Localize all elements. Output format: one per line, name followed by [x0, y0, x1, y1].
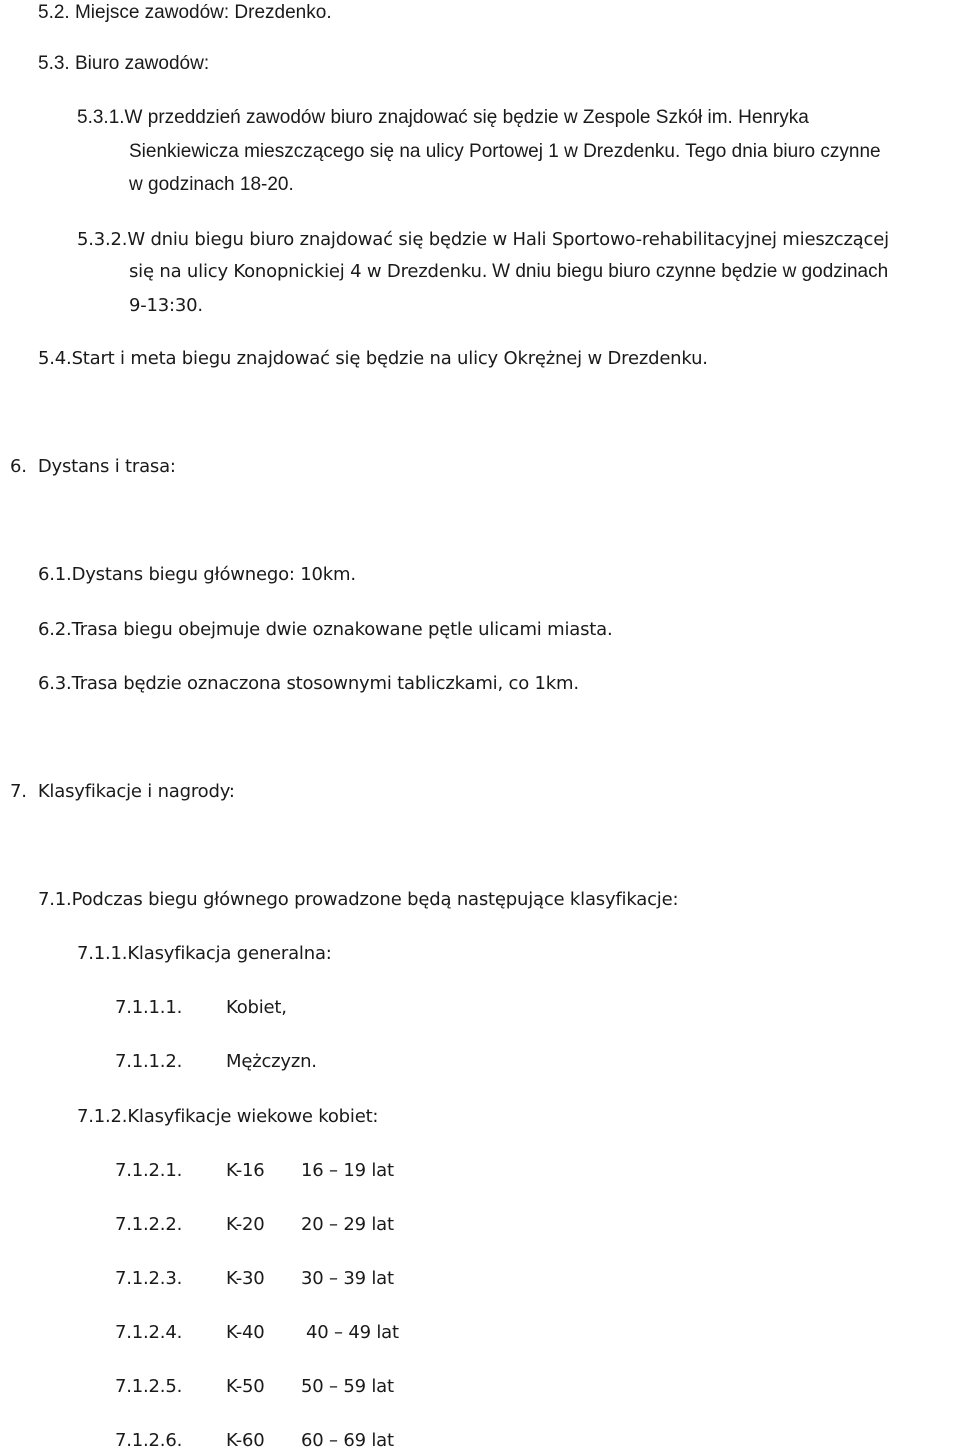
age-category-number: 7.1.2.5. [115, 1376, 183, 1397]
section-number: 5.4. [38, 348, 72, 369]
section-text: Trasa biegu obejmuje dwie oznakowane pętle ulicami miasta. [71, 619, 613, 640]
section-5-3 [38, 52, 209, 76]
age-category-range: 20 – 29 lat [301, 1214, 394, 1235]
section-number: 6.3. [38, 673, 72, 694]
section-7-1-1-1 [115, 996, 287, 1020]
section-7-1 [38, 888, 678, 912]
section-text-line-1: W dniu biegu biuro znajdować się będzie w Hali Sportowo-rehabilitacyjnej mieszczącej [127, 229, 889, 250]
age-category-range: 50 – 59 lat [301, 1376, 394, 1397]
age-category-row [115, 1159, 394, 1183]
section-text: Klasyfikacja generalna: [127, 943, 332, 964]
section-7-1-2 [77, 1105, 378, 1129]
section-text: Start i meta biegu znajdować się będzie na ulicy Okrężnej w Drezdenku. [71, 348, 708, 369]
section-text: Trasa będzie oznaczona stosownymi tabliczkami, co 1km. [71, 673, 579, 694]
section-number: 6. [10, 456, 27, 477]
age-category-row [115, 1267, 394, 1291]
section-text: Podczas biegu głównego prowadzone będą następujące klasyfikacje: [71, 889, 679, 910]
section-5-3-1-line-2: Sienkiewicza mieszczącego się na ulicy Portowej 1 w Drezdenku. Tego dnia biuro czynne [129, 141, 881, 162]
age-category-row [115, 1375, 394, 1399]
section-6-2 [38, 618, 612, 642]
section-number: 5.2. [38, 2, 70, 23]
age-category-code: K-60 [226, 1430, 265, 1451]
section-text: Kobiet, [226, 997, 287, 1018]
section-number: 5.3. [38, 53, 70, 74]
section-5-2 [38, 1, 332, 25]
age-category-code: K-30 [226, 1268, 265, 1289]
age-category-number: 7.1.2.3. [115, 1268, 183, 1289]
section-6-3 [38, 672, 579, 696]
section-5-3-2-line-2 [129, 260, 888, 284]
section-5-3-1 [77, 106, 809, 130]
section-number: 7.1.2. [77, 1106, 128, 1127]
age-category-code: K-50 [226, 1376, 265, 1397]
section-text: Dystans i trasa: [37, 456, 176, 477]
age-category-code: K-16 [226, 1160, 265, 1181]
section-7-heading [10, 780, 235, 804]
section-6-1 [38, 563, 356, 587]
section-number: 6.1. [38, 564, 72, 585]
section-number: 7.1.1.1. [115, 997, 183, 1018]
section-number: 5.3.2. [77, 229, 128, 250]
age-category-number: 7.1.2.4. [115, 1322, 183, 1343]
section-text-part-a: się na ulicy Konopnickiej 4 w Drezdenku. [129, 261, 488, 282]
age-category-range: 40 – 49 lat [306, 1322, 399, 1343]
section-number: 5.3.1. [77, 107, 125, 128]
section-text-line-1: W przeddzień zawodów biuro znajdować się będzie w Zespole Szkół im. Henryka [124, 107, 809, 128]
section-text: Biuro zawodów: [74, 53, 210, 74]
age-category-number: 7.1.2.1. [115, 1160, 183, 1181]
age-category-range: 16 – 19 lat [301, 1160, 394, 1181]
section-text: Klasyfikacje i nagrody: [37, 781, 235, 802]
section-5-3-1-line-3: w godzinach 18-20. [129, 174, 294, 195]
section-6-heading [10, 455, 176, 479]
section-5-4 [38, 347, 708, 371]
section-number: 7. [10, 781, 27, 802]
age-category-number: 7.1.2.2. [115, 1214, 183, 1235]
age-category-number: 7.1.2.6. [115, 1430, 183, 1451]
section-5-3-2 [77, 228, 889, 252]
section-7-1-1-2 [115, 1050, 317, 1074]
section-5-3-2-line-3: 9-13:30. [129, 295, 203, 316]
section-text: Dystans biegu głównego: 10km. [71, 564, 356, 585]
age-category-row [115, 1213, 394, 1237]
section-number: 7.1.1.2. [115, 1051, 183, 1072]
section-7-1-1 [77, 942, 332, 966]
section-text: Mężczyzn. [226, 1051, 317, 1072]
age-category-code: K-40 [226, 1322, 265, 1343]
age-category-range: 60 – 69 lat [301, 1430, 394, 1451]
section-text: Klasyfikacje wiekowe kobiet: [127, 1106, 379, 1127]
section-text-part-b: W dniu biegu biuro czynne będzie w godzinach [492, 261, 889, 282]
section-number: 7.1.1. [77, 943, 128, 964]
age-category-row [115, 1429, 394, 1453]
section-text: Miejsce zawodów: Drezdenko. [74, 2, 332, 23]
age-category-row [115, 1321, 399, 1345]
section-number: 6.2. [38, 619, 72, 640]
age-category-range: 30 – 39 lat [301, 1268, 394, 1289]
age-category-code: K-20 [226, 1214, 265, 1235]
section-number: 7.1. [38, 889, 72, 910]
